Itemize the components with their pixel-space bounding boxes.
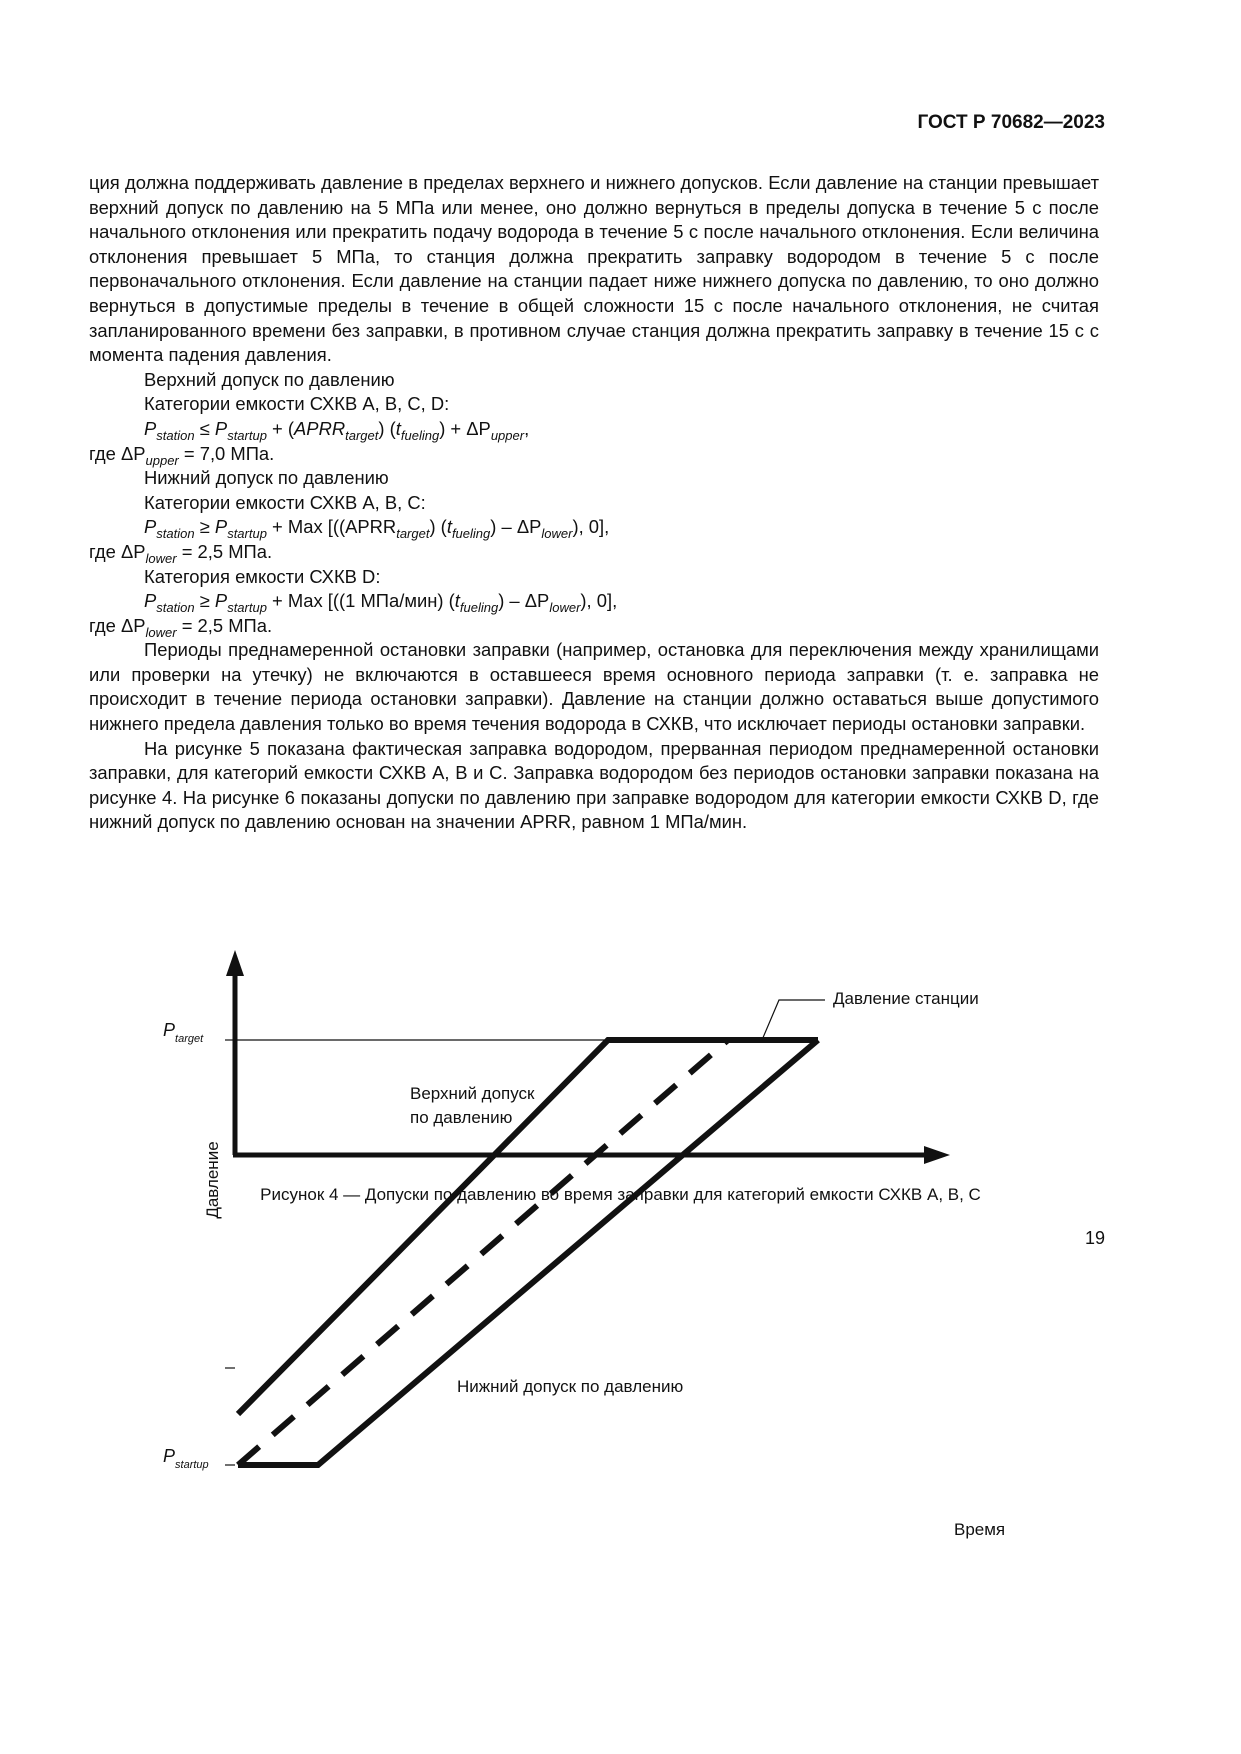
upper-categories: Категории емкости СХКВ A, B, C, D: bbox=[144, 393, 450, 415]
upper-tolerance-label-1: Верхний допуск bbox=[410, 1084, 535, 1103]
lower-tolerance-line bbox=[238, 1040, 818, 1465]
y-axis-arrow bbox=[226, 950, 244, 976]
p-target-label: $P_{target}$ bbox=[163, 1020, 204, 1045]
upper-where: где $\Delta P_{upper} = 7,0$ МПа. bbox=[89, 442, 275, 468]
y-axis-label: Давление bbox=[203, 1141, 222, 1219]
upper-heading: Верхний допуск по давлению bbox=[144, 368, 395, 390]
lower-where-d: где $\Delta P_{lower} = 2,5$ МПа. bbox=[89, 614, 273, 640]
lower-categories-abc: Категории емкости СХКВ A, B, C: bbox=[144, 491, 426, 513]
lower-where-abc: где $\Delta P_{lower} = 2,5$ МПа. bbox=[89, 540, 273, 566]
document-code: ГОСТ Р 70682—2023 bbox=[917, 112, 1105, 133]
paragraph-2: Периоды преднамеренной остановки заправки (например, остановка для переключения между хранилищами или проверки на утечку) не включаются в оставшееся время основного периода заправки (т. е. заправка не происходит в течение периода остановки заправки). Давление на станции должно оставаться выше допустимого нижнего предела давления только во время течения водорода в СХКВ, что исключает периоды остановки заправки. bbox=[89, 639, 1099, 735]
station-pressure-line bbox=[238, 1040, 728, 1465]
lower-heading: Нижний допуск по давлению bbox=[144, 467, 389, 489]
lower-formula-abc: $P_{station} \ge P_{startup}$ + Max [($(APRR_{target})$ $(t_{fueling}) - \Delta P_{lower}$), 0], bbox=[144, 516, 610, 542]
upper-formula: $P_{station} \le P_{startup}$ + $(APRR_{target}) (t_{fueling}) + \Delta P_{upper}$, bbox=[144, 417, 530, 443]
upper-tolerance-label-2: по давлению bbox=[410, 1108, 513, 1127]
figure-caption: Рисунок 4 — Допуски по давлению во время заправки для категорий емкости СХКВ A, B, C bbox=[260, 1185, 981, 1204]
paragraph-3: На рисунке 5 показана фактическая заправка водородом, прерванная периодом преднамеренной остановки заправки, для категорий емкости СХКВ A, B и C. Заправка водородом без периодов остановки заправки показана на рисунке 4. На рисунке 6 показаны допуски по давлению при заправке водородом для категории емкости СХКВ D, где нижний допуск по давлению основан на значении APRR, равном 1 МПа/мин. bbox=[89, 737, 1099, 833]
lower-formula-d: $P_{station} \ge P_{startup}$ + Max [((1 МПа/мин) $(t_{fueling}) - \Delta P_{lower}$), 0], bbox=[144, 590, 618, 616]
x-axis-label: Время bbox=[954, 1520, 1006, 1539]
paragraph-1: ция должна поддерживать давление в пределах верхнего и нижнего допусков. Если давление на станции превышает верхний допуск по давлению на 5 МПа или менее, оно должно вернуться в пределы допуска в течение 5 с после начального отклонения или прекратить подачу водорода в течение 5 с после начального отклонения. Если величина отклонения превышает 5 МПа, то станция должна прекратить заправку водородом в течение 5 с после первоначального отклонения. Если давление на станции падает ниже нижнего допуска по давлению, то оно должно вернуться в допустимые пределы в течение в общей сложности 15 с после начального отклонения, не считая запланированного времени без заправки, в противном случае станция должна прекратить заправку в течение 15 с с момента падения давления. bbox=[89, 172, 1099, 366]
station-pressure-label: Давление станции bbox=[833, 989, 979, 1008]
p-startup-label: $P_{startup}$ bbox=[163, 1446, 209, 1471]
page-number: 19 bbox=[1084, 1228, 1105, 1248]
x-axis-arrow bbox=[924, 1146, 950, 1164]
lower-tolerance-label: Нижний допуск по давлению bbox=[457, 1377, 684, 1396]
lower-categories-d: Категория емкости СХКВ D: bbox=[144, 565, 381, 587]
station-pressure-leader bbox=[762, 1000, 825, 1040]
